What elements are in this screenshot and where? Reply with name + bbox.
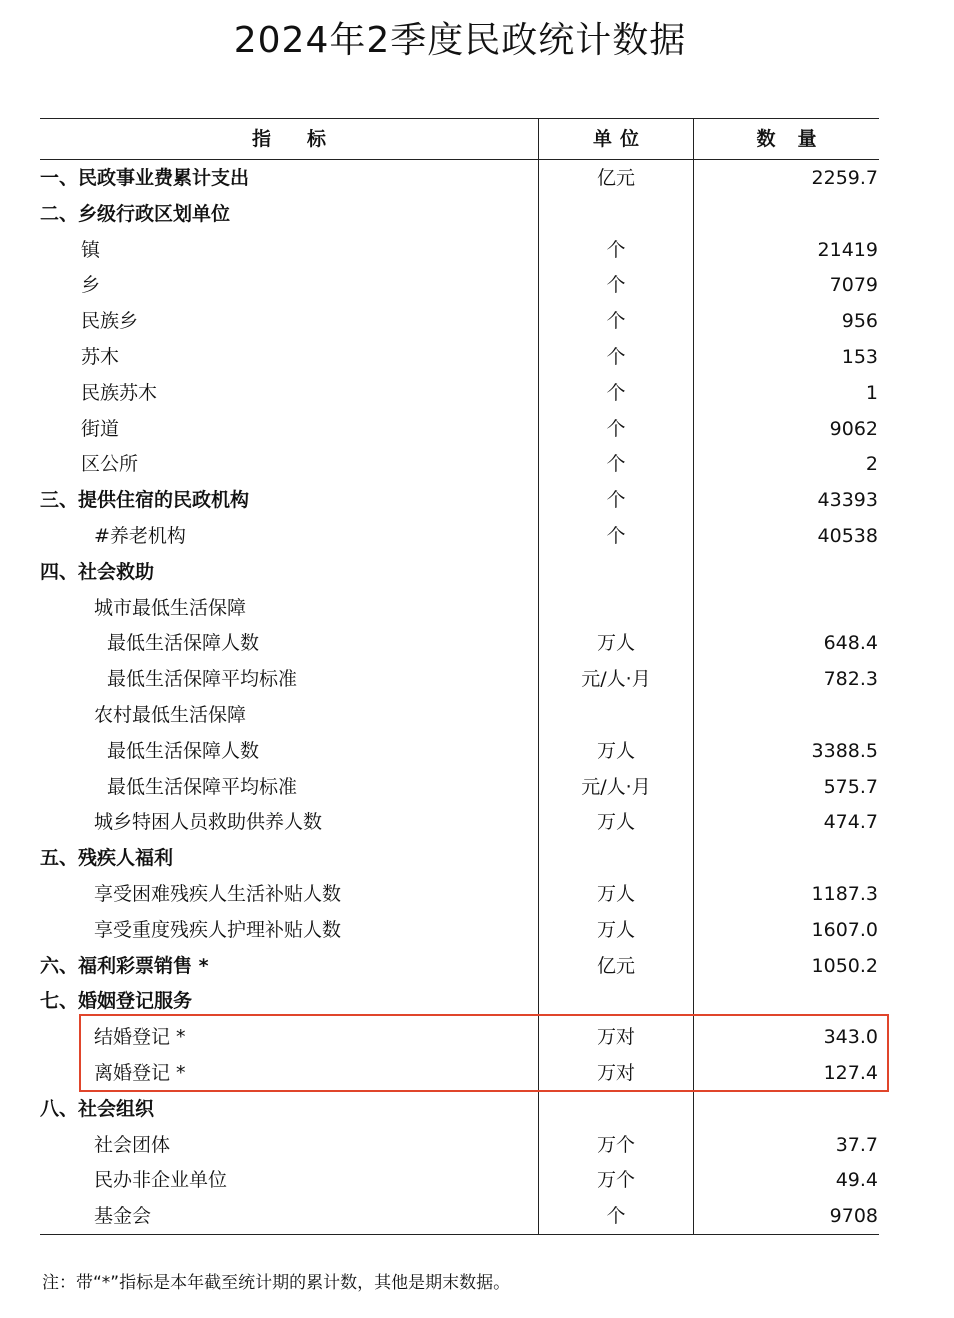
row-indicator: 享受重度残疾人护理补贴人数 bbox=[94, 918, 342, 941]
row-unit: 万人 bbox=[596, 918, 635, 941]
header-unit: 单位 bbox=[592, 128, 647, 150]
page-title: 2024年2季度民政统计数据 bbox=[233, 20, 687, 61]
table-row bbox=[40, 339, 879, 375]
table-row bbox=[40, 661, 879, 697]
table-row bbox=[40, 1198, 879, 1234]
row-indicator: 民族乡 bbox=[81, 310, 139, 333]
row-unit: 万对 bbox=[596, 1061, 635, 1084]
row-indicator: 社会团体 bbox=[94, 1133, 171, 1156]
row-indicator: 离婚登记 * bbox=[94, 1061, 186, 1084]
table-row bbox=[40, 232, 879, 268]
table-row bbox=[40, 375, 879, 411]
row-value: 3388.5 bbox=[811, 739, 878, 762]
row-unit: 亿元 bbox=[596, 954, 635, 977]
header-indicator: 指标 bbox=[251, 128, 362, 150]
table-row bbox=[40, 625, 879, 661]
row-indicator: 最低生活保障平均标准 bbox=[107, 668, 298, 691]
table-row bbox=[40, 697, 879, 733]
table-row bbox=[40, 1091, 879, 1127]
row-indicator: 农村最低生活保障 bbox=[94, 703, 247, 726]
row-indicator: 最低生活保障人数 bbox=[107, 632, 260, 655]
row-indicator: 城乡特困人员救助供养人数 bbox=[94, 811, 323, 834]
table-row bbox=[40, 518, 879, 554]
row-indicator: 结婚登记 * bbox=[94, 1026, 186, 1049]
row-unit: 万人 bbox=[596, 811, 635, 834]
row-indicator: 八、社会组织 bbox=[40, 1097, 155, 1120]
row-indicator: 民办非企业单位 bbox=[94, 1169, 228, 1192]
row-value: 1050.2 bbox=[811, 954, 878, 977]
row-unit: 万人 bbox=[596, 739, 635, 762]
row-value: 782.3 bbox=[823, 668, 878, 691]
row-unit: 万人 bbox=[596, 632, 635, 655]
row-indicator: 最低生活保障平均标准 bbox=[107, 775, 298, 798]
row-unit: 个 bbox=[606, 238, 626, 261]
row-indicator: 六、福利彩票销售 * bbox=[40, 954, 209, 977]
row-unit: 个 bbox=[606, 489, 626, 512]
table-row bbox=[40, 769, 879, 805]
table-row bbox=[40, 160, 879, 196]
row-value: 37.7 bbox=[835, 1133, 878, 1156]
row-unit: 万个 bbox=[596, 1169, 635, 1192]
row-indicator: 四、社会救助 bbox=[40, 560, 155, 583]
row-unit: 亿元 bbox=[596, 167, 635, 189]
row-value: 43393 bbox=[817, 489, 878, 512]
row-value: 343.0 bbox=[823, 1026, 878, 1049]
row-indicator: 乡 bbox=[81, 274, 101, 297]
row-unit: 个 bbox=[606, 1205, 626, 1228]
row-value: 648.4 bbox=[823, 632, 878, 655]
row-value: 127.4 bbox=[823, 1061, 878, 1084]
row-value: 7079 bbox=[829, 274, 878, 297]
row-indicator: 享受困难残疾人生活补贴人数 bbox=[94, 882, 342, 905]
row-indicator: 苏木 bbox=[81, 345, 120, 368]
table-row bbox=[40, 267, 879, 303]
row-unit: 万对 bbox=[596, 1026, 635, 1049]
row-unit: 个 bbox=[606, 310, 626, 333]
row-indicator: 民族苏木 bbox=[81, 381, 158, 404]
row-unit: 个 bbox=[606, 345, 626, 368]
row-unit: 万人 bbox=[596, 882, 635, 905]
table-row bbox=[40, 446, 879, 482]
row-value: 1187.3 bbox=[811, 882, 878, 905]
marriage-highlight-box bbox=[79, 1014, 889, 1092]
row-value: 1607.0 bbox=[811, 918, 878, 941]
table-row bbox=[40, 804, 879, 840]
row-value: 1 bbox=[865, 381, 878, 404]
row-indicator: 三、提供住宿的民政机构 bbox=[40, 489, 250, 512]
table-row bbox=[40, 948, 879, 984]
row-unit: 元/人·月 bbox=[581, 775, 651, 798]
table-row bbox=[40, 876, 879, 912]
row-value: 21419 bbox=[817, 238, 878, 261]
row-unit: 万个 bbox=[596, 1133, 635, 1156]
table-row bbox=[40, 590, 879, 626]
row-indicator: #养老机构 bbox=[94, 524, 186, 547]
row-indicator: 区公所 bbox=[81, 453, 139, 476]
row-indicator: 城市最低生活保障 bbox=[94, 596, 247, 619]
row-value: 49.4 bbox=[835, 1169, 878, 1192]
row-value: 9062 bbox=[829, 417, 878, 440]
row-indicator: 基金会 bbox=[94, 1205, 152, 1228]
footnote: 注：带“*”指标是本年截至统计期的累计数，其他是期末数据。 bbox=[42, 1273, 511, 1293]
row-unit: 个 bbox=[606, 274, 626, 297]
row-value: 474.7 bbox=[823, 811, 878, 834]
table-row bbox=[40, 1127, 879, 1163]
table-row bbox=[40, 733, 879, 769]
table-row bbox=[40, 840, 879, 876]
table-row bbox=[40, 912, 879, 948]
row-indicator: 二、乡级行政区划单位 bbox=[40, 202, 231, 225]
row-indicator: 最低生活保障人数 bbox=[107, 739, 260, 762]
header-value: 数量 bbox=[756, 128, 839, 150]
row-indicator: 五、残疾人福利 bbox=[40, 847, 174, 870]
row-unit: 个 bbox=[606, 453, 626, 476]
row-indicator: 镇 bbox=[81, 238, 101, 261]
row-value: 9708 bbox=[829, 1205, 878, 1228]
row-value: 2259.7 bbox=[811, 167, 878, 189]
row-value: 2 bbox=[865, 453, 878, 476]
row-value: 956 bbox=[841, 310, 878, 333]
row-unit: 个 bbox=[606, 381, 626, 404]
table-row bbox=[40, 411, 879, 447]
table-row bbox=[40, 196, 879, 232]
row-value: 153 bbox=[841, 345, 878, 368]
table-row bbox=[40, 303, 879, 339]
table-header bbox=[40, 119, 879, 160]
row-unit: 个 bbox=[606, 524, 626, 547]
table-row bbox=[40, 482, 879, 518]
row-value: 40538 bbox=[817, 524, 878, 547]
row-value: 575.7 bbox=[823, 775, 878, 798]
row-indicator: 一、民政事业费累计支出 bbox=[40, 167, 250, 189]
row-indicator: 街道 bbox=[81, 417, 120, 440]
table-row bbox=[40, 554, 879, 590]
table-row bbox=[40, 1162, 879, 1198]
row-indicator: 七、婚姻登记服务 bbox=[40, 990, 193, 1013]
row-unit: 元/人·月 bbox=[581, 668, 651, 691]
row-unit: 个 bbox=[606, 417, 626, 440]
